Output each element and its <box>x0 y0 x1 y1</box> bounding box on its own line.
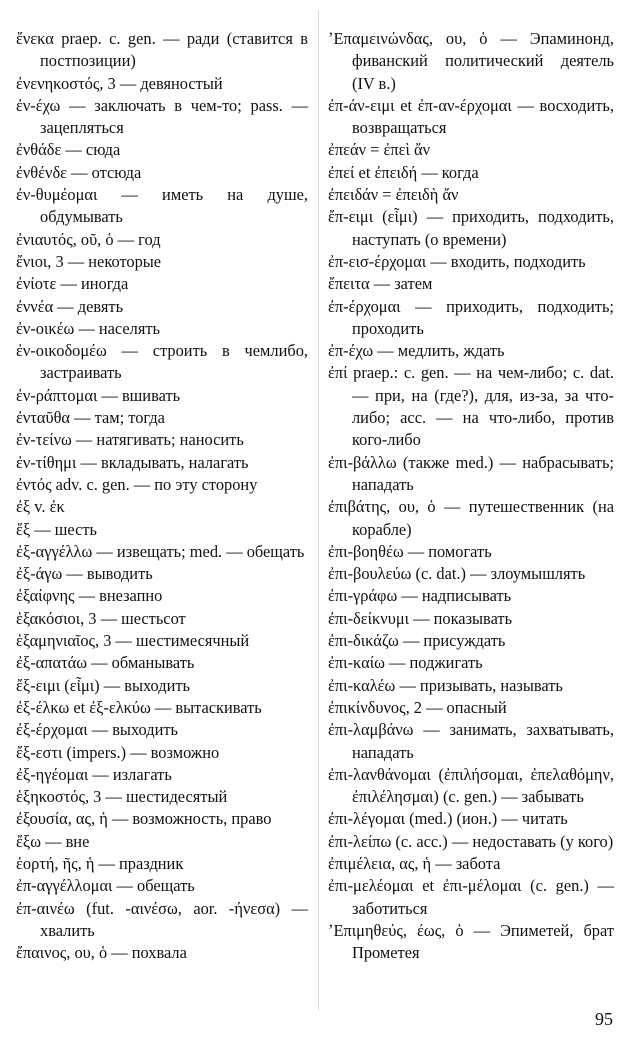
dictionary-entry: ἐν-οικοδομέω — строить в чемлибо, застраивать <box>16 341 308 383</box>
dictionary-entry: ἕνεκα praep. c. gen. — ради (ставится в постпозиции) <box>16 29 308 71</box>
dictionary-entry: ἐν-τείνω — натягивать; наносить <box>16 430 244 450</box>
dictionary-entry: ἐνίοτε — иногда <box>16 274 129 294</box>
left-column <box>16 28 308 964</box>
dictionary-entry: ἔπ-ειμι (εἶμι) — приходить, подходить, наступать (о времени) <box>328 207 614 249</box>
dictionary-entry: ἐπ-έχω — медлить, ждать <box>328 341 505 361</box>
column-divider <box>318 10 319 1010</box>
dictionary-entry: ἔπειτα — затем <box>328 274 433 294</box>
dictionary-entry: ἐξ-έρχομαι — выходить <box>16 720 178 740</box>
dictionary-entry: ἐπι-καίω — поджигать <box>328 653 483 673</box>
dictionary-entry: ʼΕπιμηθεύς, έως, ὁ — Эпиметей, брат Прометея <box>328 920 614 963</box>
dictionary-entry: ἐν-θυμέομαι — иметь на душе, обдумывать <box>16 185 308 227</box>
dictionary-entry: ἐπί praep.: c. gen. — на чем-либо; c. dat. — при, на (где?), для, из-за, за что-либо; acc. — на что-либо, против кого-либо <box>328 363 614 450</box>
dictionary-entry: ἐπι-λέγομαι (med.) (ион.) — читать <box>328 809 568 829</box>
dictionary-entry: ἐπεάν = ἐπεὶ ἄν <box>328 140 431 160</box>
dictionary-entry: ἐνθένδε — отсюда <box>16 162 142 182</box>
dictionary-entry: ἔξ-ειμι (εἶμι) — выходить <box>16 675 191 695</box>
dictionary-entry: ἐνθάδε — сюда <box>16 140 121 160</box>
dictionary-entry: ἐν-έχω — заключать в чем-то; pass. — зацепляться <box>16 95 308 138</box>
dictionary-entry: ἐν-οικέω — населять <box>16 318 161 338</box>
dictionary-entry: ἐξ-αγγέλλω — извещать; med. — обещать <box>16 541 305 561</box>
dictionary-entry: ἐνενηκοστός, 3 — девяностый <box>16 73 223 93</box>
dictionary-entry: ἐπειδάν = ἐπειδὴ ἄν <box>328 185 459 205</box>
dictionary-entry: ἐξ-ηγέομαι — излагать <box>16 764 172 784</box>
dictionary-entry: ἐπι-λείπω (c. acc.) — недоставать (у кого) <box>328 831 614 851</box>
dictionary-entry: ἐπι-καλέω — призывать, называть <box>328 675 563 695</box>
dictionary-entry: ἐπ-αγγέλλομαι — обещать <box>16 876 195 896</box>
dictionary-entry: ἐπιβάτης, ου, ὁ — путешественник (на корабле) <box>328 497 614 539</box>
dictionary-entry: ἐξ-απατάω — обманывать <box>16 653 195 673</box>
dictionary-entry: ἐπι-μελέομαι et ἐπι-μέλομαι (c. gen.) — заботиться <box>328 876 614 918</box>
dictionary-entry: ἐν-τίθημι — вкладывать, налагать <box>16 452 249 472</box>
dictionary-entry: ἐξ-έλκω et ἐξ-ελκύω — вытаскивать <box>16 697 262 717</box>
dictionary-entry: ἑορτή, ῆς, ἡ — праздник <box>16 853 184 873</box>
dictionary-entry: ἐπι-βουλεύω (c. dat.) — злоумышлять <box>328 564 586 584</box>
dictionary-entry: ἐξ-άγω — выводить <box>16 564 153 584</box>
dictionary-entry: ἔξω — вне <box>16 831 90 851</box>
dictionary-entry: ἐξαίφνης — внезапно <box>16 586 163 606</box>
dictionary-entry: ἐπι-δικάζω — присуждать <box>328 631 506 651</box>
dictionary-entry: ἑξακόσιοι, 3 — шестьсот <box>16 608 186 628</box>
dictionary-entry: ἐνταῦθα — там; тогда <box>16 408 165 428</box>
dictionary-entry: ἐννέα — девять <box>16 296 124 316</box>
dictionary-entry: ἐπ-έρχομαι — приходить, подходить; проходить <box>328 296 614 338</box>
dictionary-entry: ἐπι-γράφω — надписывать <box>328 586 512 606</box>
dictionary-entry: ἐπι-δείκνυμι — показывать <box>328 608 513 628</box>
dictionary-entry: ἐνιαυτός, οῦ, ὁ — год <box>16 229 161 249</box>
dictionary-entry: ἕξ — шесть <box>16 519 97 539</box>
right-column <box>328 28 614 964</box>
dictionary-entry: ἐπιμέλεια, ας, ἡ — забота <box>328 853 501 873</box>
dictionary-entry: ἑξηκοστός, 3 — шестидесятый <box>16 787 228 807</box>
dictionary-entry: ἐπεί et ἐπειδή — когда <box>328 162 479 182</box>
dictionary-entry: ἐπι-βοηθέω — помогать <box>328 541 492 561</box>
dictionary-entry: ἔνιοι, 3 — некоторые <box>16 251 162 271</box>
dictionary-entry: ἐπι-λαμβάνω — занимать, захватывать, нападать <box>328 720 614 762</box>
dictionary-entry: ἐπι-βάλλω (также med.) — набрасывать; нападать <box>328 452 614 494</box>
dictionary-entry: ἐπι-λανθάνομαι (ἐπιλήσομαι, ἐπελαθόμην, ἐπιλέλησμαι) (c. gen.) — забывать <box>328 764 614 807</box>
dictionary-entry: ἐν-ράπτομαι — вшивать <box>16 385 181 405</box>
dictionary-entry: ἐξ v. ἐκ <box>16 497 65 517</box>
dictionary-entry: ʼΕπαμεινώνδας, ου, ὁ — Эпаминонд, фиванский политический деятель (IV в.) <box>328 29 614 93</box>
dictionary-entry: ἔπαινος, ου, ὁ — похвала <box>16 943 187 963</box>
dictionary-entry: ἐπ-άν-ειμι et ἐπ-αν-έρχομαι — восходить, возвращаться <box>328 95 614 138</box>
dictionary-entry: ἔξ-εστι (impers.) — возможно <box>16 742 220 762</box>
dictionary-entry: ἐντός adv. c. gen. — по эту сторону <box>16 474 258 494</box>
dictionary-entry: ἐπ-αινέω (fut. -αινέσω, aor. -ήνεσα) — хвалить <box>16 898 308 940</box>
dictionary-entry: ἐπικίνδυνος, 2 — опасный <box>328 697 507 717</box>
dictionary-entry: ἐπ-εισ-έρχομαι — входить, подходить <box>328 251 586 271</box>
dictionary-entry: ἐξουσία, ας, ἡ — возможность, право <box>16 809 272 829</box>
page-number: 95 <box>595 1009 613 1029</box>
dictionary-entry: ἑξαμηνιαῖος, 3 — шестимесячный <box>16 631 250 651</box>
